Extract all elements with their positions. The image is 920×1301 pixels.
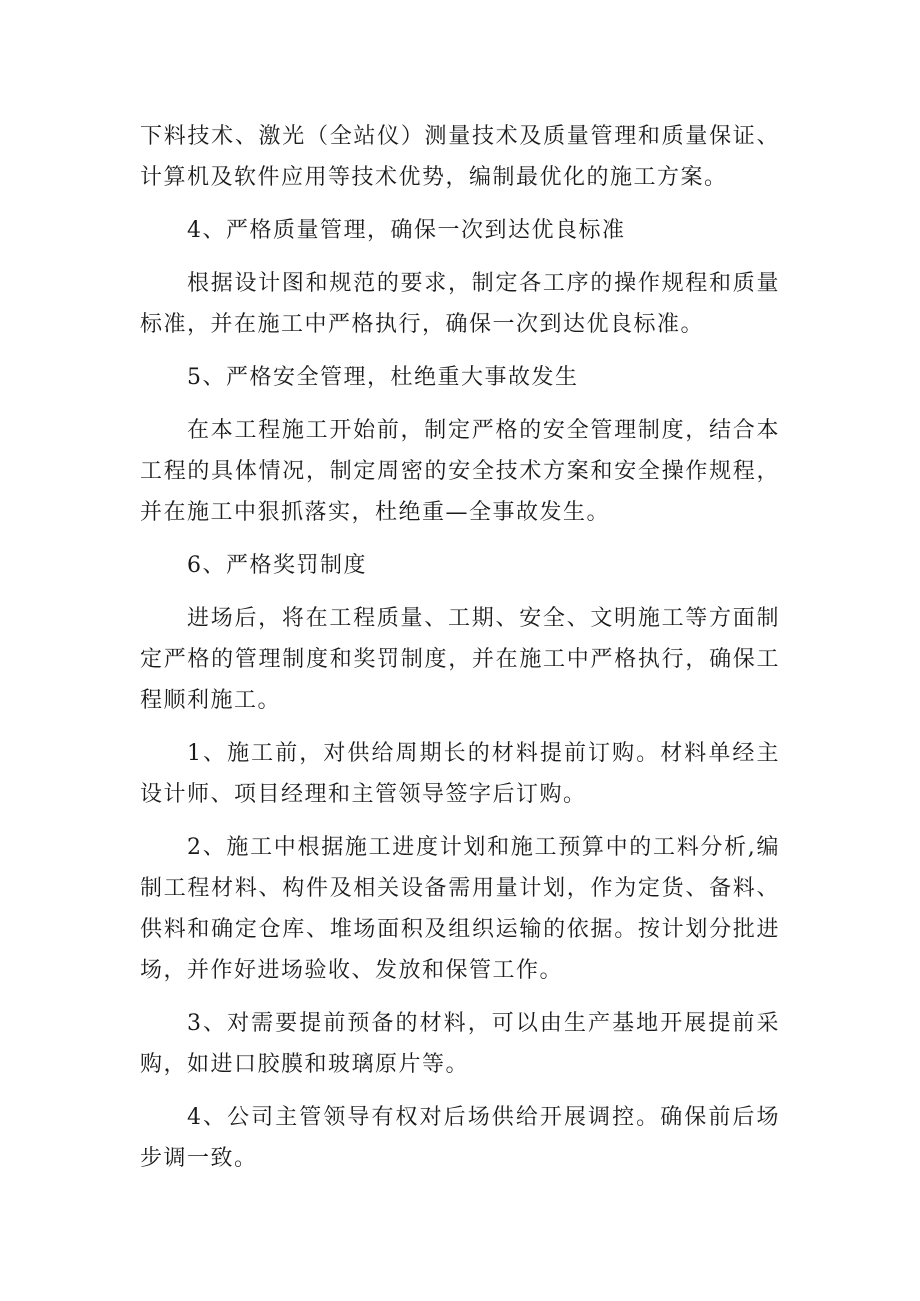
section-heading-5: 5、严格安全管理，杜绝重大事故发生 [187,365,579,390]
section-heading-6: 6、严格奖罚制度 [187,553,367,578]
list-item-2: 2、施工中根据施工进度计划和施工预算中的工料分析,编制工程材料、构件及相关设备需用量计划，作为定货、备料、供料和确定仓库、堆场面积及组织运输的依据。按计划分批进场，并作好进场验收、发放和保管工作。 [140,835,780,983]
paragraph-continuation: 下料技术、激光（全站仪）测量技术及质量管理和质量保证、计算机及软件应用等技术优势，编制最优化的施工方案。 [140,124,780,190]
section-heading-4: 4、严格质量管理，确保一次到达优良标准 [187,218,626,243]
list-item-3: 3、对需要提前预备的材料，可以由生产基地开展提前采购，如进口胶膜和玻璃原片等。 [140,1011,780,1077]
paragraph-safety: 在本工程施工开始前，制定严格的安全管理制度，结合本工程的具体情况，制定周密的安全技术方案和安全操作规程，并在施工中狠抓落实，杜绝重—全事故发生。 [140,418,780,525]
document-body [140,116,780,1191]
list-item-1: 1、施工前，对供给周期长的材料提前订购。材料单经主设计师、项目经理和主管领导签字后订购。 [140,741,780,807]
paragraph-quality: 根据设计图和规范的要求，制定各工序的操作规程和质量标准，并在施工中严格执行，确保一次到达优良标准。 [140,271,780,337]
paragraph-rewards: 进场后，将在工程质量、工期、安全、文明施工等方面制定严格的管理制度和奖罚制度，并在施工中严格执行，确保工程顺利施工。 [140,606,780,713]
list-item-4: 4、公司主管领导有权对后场供给开展调控。确保前后场步调一致。 [140,1105,780,1171]
